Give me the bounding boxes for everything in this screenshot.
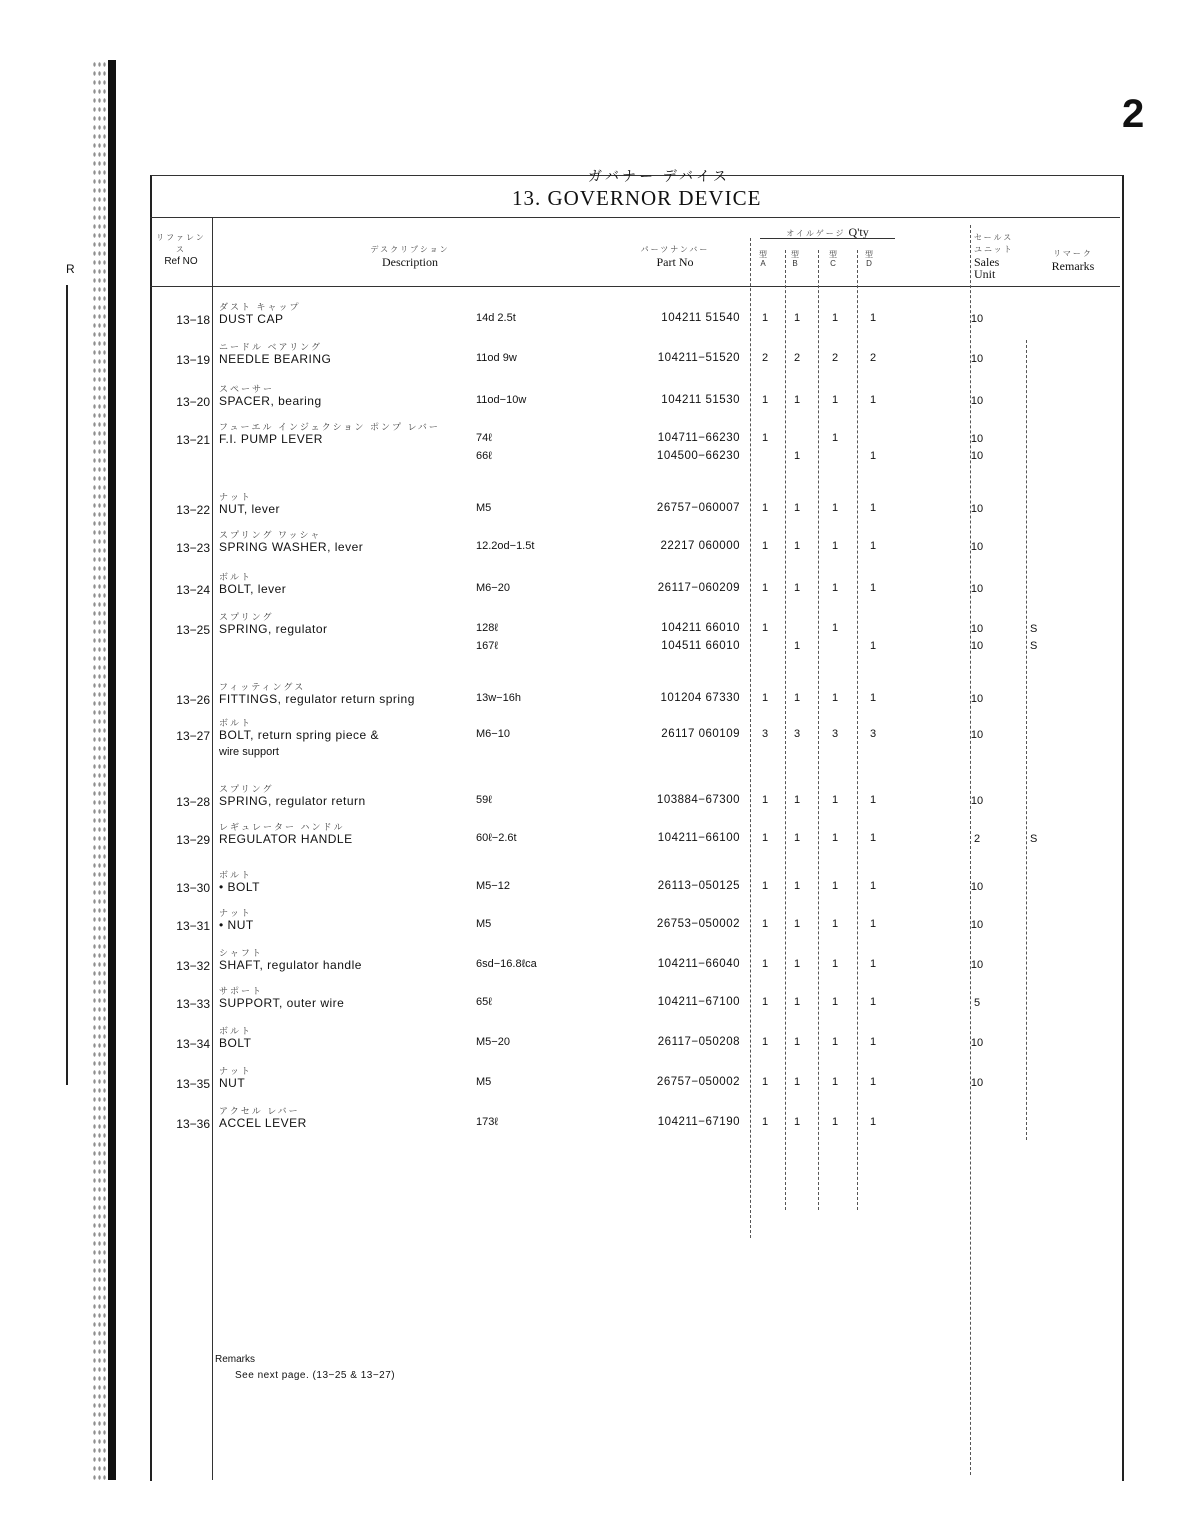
remarks-label: Remarks	[215, 1354, 256, 1365]
specification: 13w−16h	[476, 692, 521, 704]
sales-unit: 10	[970, 503, 984, 515]
binding-mark: R	[66, 262, 75, 276]
quantity-2: 3	[793, 728, 801, 740]
quantity-4: 1	[869, 1036, 877, 1048]
quantity-1: 1	[761, 1076, 769, 1088]
quantity-2: 2	[793, 352, 801, 364]
quantity-3: 1	[831, 918, 839, 930]
part-number: 103884−67300	[656, 794, 740, 806]
ref-number: 13−25	[176, 623, 210, 637]
description: • BOLT	[219, 880, 260, 894]
ref-number: 13−35	[176, 1077, 210, 1091]
description: BOLT	[219, 1036, 252, 1050]
part-number: 22217 060000	[660, 540, 740, 552]
quantity-4: 1	[869, 1116, 877, 1128]
quantity-1: 1	[761, 1036, 769, 1048]
header-remarks-label: Remarks	[1051, 259, 1095, 273]
description-japanese: スプリング	[219, 784, 274, 794]
quantity-3: 1	[831, 502, 839, 514]
specification: M5	[476, 918, 492, 930]
sales-unit: 10	[970, 693, 984, 705]
sales-unit: 10	[970, 919, 984, 931]
specification: M5	[476, 502, 492, 514]
description: NUT	[219, 1076, 246, 1090]
description: ACCEL LEVER	[219, 1116, 307, 1130]
table-row	[0, 820, 1190, 856]
ref-number: 13−33	[176, 997, 210, 1011]
specification: 11od−10w	[476, 394, 527, 406]
description-japanese: ナット	[219, 492, 252, 502]
description: • NUT	[219, 918, 254, 932]
header-remarks-jp: リマーク	[1053, 249, 1093, 258]
header-part-jp: パーツナンバー	[640, 245, 710, 254]
description: DUST CAP	[219, 312, 284, 326]
part-number: 26113−050125	[657, 880, 740, 892]
quantity-4: 1	[869, 540, 877, 552]
sales-unit: 10	[970, 1037, 984, 1049]
description-continued: wire support	[219, 746, 279, 758]
table-row	[0, 716, 1190, 758]
title-divider	[150, 217, 1120, 218]
sales-unit: 10	[970, 729, 984, 741]
sales-unit: 5	[973, 997, 981, 1009]
quantity-2: 1	[793, 918, 801, 930]
description: REGULATOR HANDLE	[219, 832, 353, 846]
description: BOLT, return spring piece &	[219, 728, 380, 742]
description: SUPPORT, outer wire	[219, 996, 345, 1010]
quantity-3: 1	[831, 794, 839, 806]
quantity-4: 1	[869, 958, 877, 970]
specification: 6sd−16.8ℓca	[476, 958, 537, 970]
description-japanese: スプリング ワッシャ	[219, 530, 322, 540]
quantity-2: 1	[793, 958, 801, 970]
quantity-2: 1	[793, 880, 801, 892]
part-number: 104211−66100	[657, 832, 740, 844]
header-unit-label: Sales Unit	[974, 255, 1000, 281]
quantity-2: 1	[793, 1036, 801, 1048]
sales-unit: 10	[970, 795, 984, 807]
part-number: 26753−050002	[656, 918, 740, 930]
description-japanese: レギュレーター ハンドル	[219, 822, 345, 832]
table-row	[0, 490, 1190, 526]
header-part-no	[610, 244, 740, 268]
quantity-3: 1	[831, 880, 839, 892]
part-number: 26757−050002	[656, 1076, 740, 1088]
ref-number: 13−22	[176, 503, 210, 517]
sales-unit: 10	[970, 395, 984, 407]
quantity-1: 1	[761, 540, 769, 552]
table-row	[0, 782, 1190, 818]
quantity-4: 1	[869, 640, 877, 652]
part-number: 101204 67330	[660, 692, 740, 704]
table-row	[0, 1064, 1190, 1100]
sales-unit: 10	[970, 450, 984, 462]
description: SHAFT, regulator handle	[219, 958, 362, 972]
description-japanese: ボルト	[219, 1026, 253, 1036]
quantity-4: 1	[869, 794, 877, 806]
table-subrow	[0, 450, 1190, 466]
page-number: 2	[1122, 92, 1145, 136]
description-japanese: ニードル ベアリング	[219, 342, 322, 352]
specification: 65ℓ	[476, 996, 492, 1008]
section-title-japanese: ガバナー デバイス	[588, 168, 730, 184]
quantity-2: 1	[793, 394, 801, 406]
table-row	[0, 906, 1190, 942]
quantity-4: 1	[869, 918, 877, 930]
sales-unit: 2	[973, 833, 981, 845]
remark: S	[1030, 640, 1038, 652]
ref-number: 13−21	[176, 433, 210, 447]
header-part-label: Part No	[656, 255, 694, 269]
sales-unit: 10	[970, 433, 984, 445]
quantity-3: 1	[831, 1116, 839, 1128]
quantity-2: 1	[793, 692, 801, 704]
table-row	[0, 382, 1190, 418]
quantity-1: 1	[761, 582, 769, 594]
quantity-1: 1	[761, 692, 769, 704]
header-ref	[152, 232, 210, 268]
ref-number: 13−31	[176, 919, 210, 933]
quantity-3: 1	[831, 540, 839, 552]
remark: S	[1030, 623, 1038, 635]
description-japanese: アクセル レバー	[219, 1106, 300, 1116]
ref-number: 13−18	[176, 313, 210, 327]
quantity-3: 3	[831, 728, 839, 740]
part-number: 104511 66010	[661, 640, 740, 652]
quantity-1: 2	[761, 352, 769, 364]
ref-number: 13−23	[176, 541, 210, 555]
quantity-1: 3	[761, 728, 769, 740]
part-number: 26117−060209	[657, 582, 740, 594]
quantity-3: 1	[831, 394, 839, 406]
quantity-4: 1	[869, 692, 877, 704]
ref-number: 13−34	[176, 1037, 210, 1051]
quantity-2: 1	[793, 540, 801, 552]
quantity-2: 1	[793, 450, 801, 462]
part-number: 104211 51530	[661, 394, 740, 406]
table-row	[0, 946, 1190, 982]
sales-unit: 10	[970, 541, 984, 553]
part-number: 26757−060007	[656, 502, 740, 514]
quantity-2: 1	[793, 640, 801, 652]
quantity-2: 1	[793, 312, 801, 324]
quantity-3: 1	[831, 622, 839, 634]
quantity-3: 1	[831, 692, 839, 704]
quantity-2: 1	[793, 502, 801, 514]
description: SPRING, regulator	[219, 622, 328, 636]
quantity-3: 1	[831, 312, 839, 324]
quantity-1: 1	[761, 1116, 769, 1128]
quantity-4: 1	[869, 880, 877, 892]
quantity-1: 1	[761, 918, 769, 930]
ref-number: 13−28	[176, 795, 210, 809]
quantity-1: 1	[761, 394, 769, 406]
ref-number: 13−32	[176, 959, 210, 973]
header-qty-label: Q'ty	[848, 225, 869, 239]
specification: 60ℓ−2.6t	[476, 832, 517, 844]
quantity-4: 1	[869, 394, 877, 406]
quantity-2: 1	[793, 582, 801, 594]
part-number: 104211−67190	[657, 1116, 740, 1128]
quantity-4: 3	[869, 728, 877, 740]
specification: M5−20	[476, 1036, 510, 1048]
quantity-1: 1	[761, 312, 769, 324]
quantity-1: 1	[761, 622, 769, 634]
description-japanese: ボルト	[219, 870, 253, 880]
specification: 59ℓ	[476, 794, 492, 806]
quantity-2: 1	[793, 996, 801, 1008]
description-japanese: フィッティングス	[219, 682, 306, 692]
ref-number: 13−19	[176, 353, 210, 367]
description: SPRING, regulator return	[219, 794, 366, 808]
header-desc-label: Description	[382, 255, 438, 269]
sales-unit: 10	[970, 623, 984, 635]
sales-unit: 10	[970, 881, 984, 893]
part-number: 104500−66230	[656, 450, 740, 462]
header-sales-unit	[974, 232, 1014, 280]
description-japanese: ボルト	[219, 572, 253, 582]
specification: M5	[476, 1076, 492, 1088]
quantity-2: 1	[793, 794, 801, 806]
specification: 14d 2.5t	[476, 312, 516, 324]
specification: 66ℓ	[476, 450, 492, 462]
description-japanese: ダスト キャップ	[219, 302, 301, 312]
description-japanese: サポート	[219, 986, 264, 996]
description: NUT, lever	[219, 502, 281, 516]
description: BOLT, lever	[219, 582, 287, 596]
header-ref-label: Ref NO	[164, 256, 198, 267]
quantity-1: 1	[761, 958, 769, 970]
quantity-1: 1	[761, 996, 769, 1008]
quantity-2: 1	[793, 832, 801, 844]
description: SPACER, bearing	[219, 394, 322, 408]
sales-unit: 10	[970, 353, 984, 365]
quantity-3: 1	[831, 1076, 839, 1088]
specification: 12.2od−1.5t	[476, 540, 535, 552]
sales-unit: 10	[970, 1077, 984, 1089]
table-row	[0, 1104, 1190, 1140]
specification: 11od 9w	[476, 352, 517, 364]
header-desc-jp: デスクリプション	[370, 245, 450, 254]
quantity-4: 1	[869, 450, 877, 462]
quantity-4: 1	[869, 996, 877, 1008]
description-japanese: ナット	[219, 908, 252, 918]
part-number: 104711−66230	[657, 432, 740, 444]
description-japanese: ボルト	[219, 718, 253, 728]
part-number: 26117 060109	[661, 728, 740, 740]
specification: 173ℓ	[476, 1116, 498, 1128]
quantity-1: 1	[761, 432, 769, 444]
table-row	[0, 984, 1190, 1020]
sales-unit: 10	[970, 640, 984, 652]
part-number: 104211−66040	[657, 958, 740, 970]
table-row	[0, 570, 1190, 606]
quantity-1: 1	[761, 794, 769, 806]
quantity-3: 1	[831, 832, 839, 844]
table-row	[0, 340, 1190, 376]
ref-number: 13−29	[176, 833, 210, 847]
description-japanese: ナット	[219, 1066, 252, 1076]
description-japanese: フューエル インジェクション ポンプ レバー	[219, 422, 440, 432]
quantity-4: 1	[869, 1076, 877, 1088]
remarks-text: See next page. (13−25 & 13−27)	[235, 1370, 396, 1381]
description: NEEDLE BEARING	[219, 352, 332, 366]
header-ref-jp: リファレンス	[156, 233, 206, 254]
part-number: 104211−67100	[657, 996, 740, 1008]
quantity-4: 1	[869, 582, 877, 594]
ref-number: 13−26	[176, 693, 210, 707]
header-remarks	[1030, 248, 1116, 272]
description-japanese: スペーサー	[219, 384, 275, 394]
description-japanese: シャフト	[219, 948, 263, 958]
header-description	[300, 244, 520, 268]
specification: M6−10	[476, 728, 510, 740]
specification: 128ℓ	[476, 622, 498, 634]
sales-unit: 10	[970, 313, 984, 325]
part-number: 104211 66010	[661, 622, 740, 634]
quantity-1: 1	[761, 880, 769, 892]
ref-number: 13−36	[176, 1117, 210, 1131]
quantity-2: 1	[793, 1076, 801, 1088]
quantity-3: 1	[831, 1036, 839, 1048]
sales-unit: 10	[970, 959, 984, 971]
quantity-3: 1	[831, 958, 839, 970]
remark: S	[1030, 833, 1038, 845]
ref-number: 13−30	[176, 881, 210, 895]
description: F.I. PUMP LEVER	[219, 432, 323, 446]
qty-subheader-2: 型B	[791, 250, 799, 268]
qty-subheader-3: 型C	[829, 250, 837, 268]
quantity-4: 1	[869, 502, 877, 514]
header-qty-jp: オイルゲージ	[786, 229, 846, 238]
quantity-1: 1	[761, 502, 769, 514]
table-subrow	[0, 640, 1190, 656]
specification: 74ℓ	[476, 432, 492, 444]
quantity-4: 1	[869, 312, 877, 324]
table-row	[0, 680, 1190, 716]
description: FITTINGS, regulator return spring	[219, 692, 415, 706]
specification: M5−12	[476, 880, 510, 892]
quantity-4: 1	[869, 832, 877, 844]
table-row	[0, 868, 1190, 904]
description: SPRING WASHER, lever	[219, 540, 364, 554]
ref-number: 13−27	[176, 729, 210, 743]
quantity-3: 2	[831, 352, 839, 364]
quantity-3: 1	[831, 582, 839, 594]
header-qty	[760, 226, 895, 240]
table-row	[0, 1024, 1190, 1060]
qty-subheader-1: 型A	[759, 250, 767, 268]
quantity-2: 1	[793, 1116, 801, 1128]
description-japanese: スプリング	[219, 612, 274, 622]
quantity-1: 1	[761, 832, 769, 844]
part-number: 104211−51520	[657, 352, 740, 364]
header-unit-jp: セールス ユニット	[974, 233, 1014, 254]
quantity-3: 1	[831, 432, 839, 444]
quantity-3: 1	[831, 996, 839, 1008]
specification: 167ℓ	[476, 640, 498, 652]
binding-edge-speckle	[92, 60, 106, 1480]
section-title: 13. GOVERNOR DEVICE	[512, 186, 762, 210]
part-number: 26117−050208	[657, 1036, 740, 1048]
table-row	[0, 300, 1190, 336]
ref-number: 13−20	[176, 395, 210, 409]
part-number: 104211 51540	[661, 312, 740, 324]
ref-number: 13−24	[176, 583, 210, 597]
binding-edge	[108, 60, 116, 1480]
qty-subheader-4: 型D	[865, 250, 873, 268]
specification: M6−20	[476, 582, 510, 594]
table-row	[0, 528, 1190, 564]
quantity-4: 2	[869, 352, 877, 364]
header-divider	[150, 286, 1120, 287]
sales-unit: 10	[970, 583, 984, 595]
